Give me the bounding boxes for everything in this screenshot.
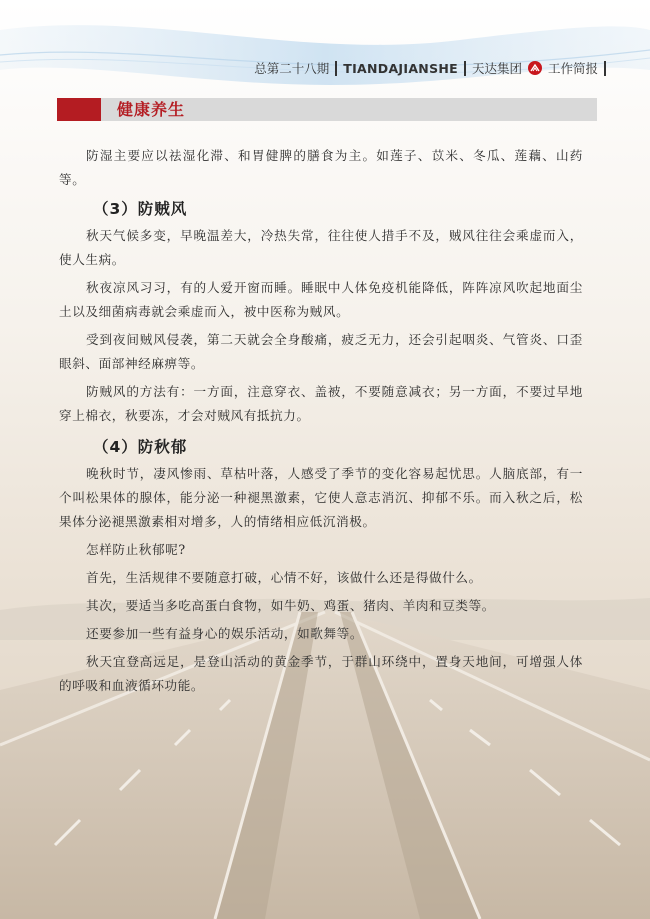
brand-name: TIANDAJIANSHE xyxy=(343,60,458,76)
subheading-wind: （3）防贼风 xyxy=(93,200,188,218)
paragraph: 秋天气候多变，早晚温差大，冷热失常，往往使人措手不及，贼风往往会乘虚而入，使人生病。 xyxy=(59,228,583,267)
paragraph: 秋天宜登高远足，是登山活动的黄金季节，于群山环绕中，置身天地间，可增强人体的呼吸和血液循环功能。 xyxy=(59,654,583,693)
header-divider xyxy=(464,61,466,76)
paragraph: 怎样防止秋郁呢? xyxy=(86,542,186,557)
paragraph: 首先，生活规律不要随意打破，心情不好，该做什么还是得做什么。 xyxy=(86,570,482,585)
issue-number: 总第二十八期 xyxy=(254,61,330,76)
paragraph: 受到夜间贼风侵袭，第二天就会全身酸痛，疲乏无力，还会引起咽炎、气管炎、口歪眼斜、面部神经麻痹等。 xyxy=(59,332,583,371)
company-logo-icon xyxy=(528,61,542,75)
logo-mark-icon xyxy=(530,63,540,73)
header-divider xyxy=(604,61,606,76)
section-accent-block xyxy=(57,98,101,121)
section-title: 健康养生 xyxy=(117,100,186,119)
paragraph: 晚秋时节，凄风惨雨、草枯叶落，人感受了季节的变化容易起忧思。人脑底部，有一个叫松果体的腺体，能分泌一种褪黑激素，它使人意志消沉、抑郁不乐。而入秋之后，松果体分泌褪黑激素相对增多，人的情绪相应低沉消极。 xyxy=(59,466,583,529)
page-header xyxy=(254,58,606,78)
header-divider xyxy=(335,61,337,76)
subheading-autumn: （4）防秋郁 xyxy=(93,438,188,456)
section-title-band xyxy=(57,98,597,121)
bulletin-title: 工作简报 xyxy=(547,61,598,76)
paragraph: 防贼风的方法有：一方面，注意穿衣、盖被，不要随意减衣；另一方面，不要过早地穿上棉衣，秋要冻，才会对贼风有抵抗力。 xyxy=(59,384,583,423)
intro-paragraph: 防湿主要应以祛湿化滞、和胃健脾的膳食为主。如莲子、苡米、冬瓜、莲藕、山药等。 xyxy=(59,148,583,187)
paragraph: 其次，要适当多吃高蛋白食物，如牛奶、鸡蛋、猪肉、羊肉和豆类等。 xyxy=(86,598,496,613)
paragraph: 秋夜凉风习习，有的人爱开窗而睡。睡眠中人体免疫机能降低，阵阵凉风吹起地面尘土以及细菌病毒就会乘虚而入，被中医称为贼风。 xyxy=(59,280,583,319)
group-name: 天达集团 xyxy=(471,61,522,76)
paragraph: 还要参加一些有益身心的娱乐活动，如歌舞等。 xyxy=(86,626,364,641)
article-body xyxy=(59,144,583,702)
